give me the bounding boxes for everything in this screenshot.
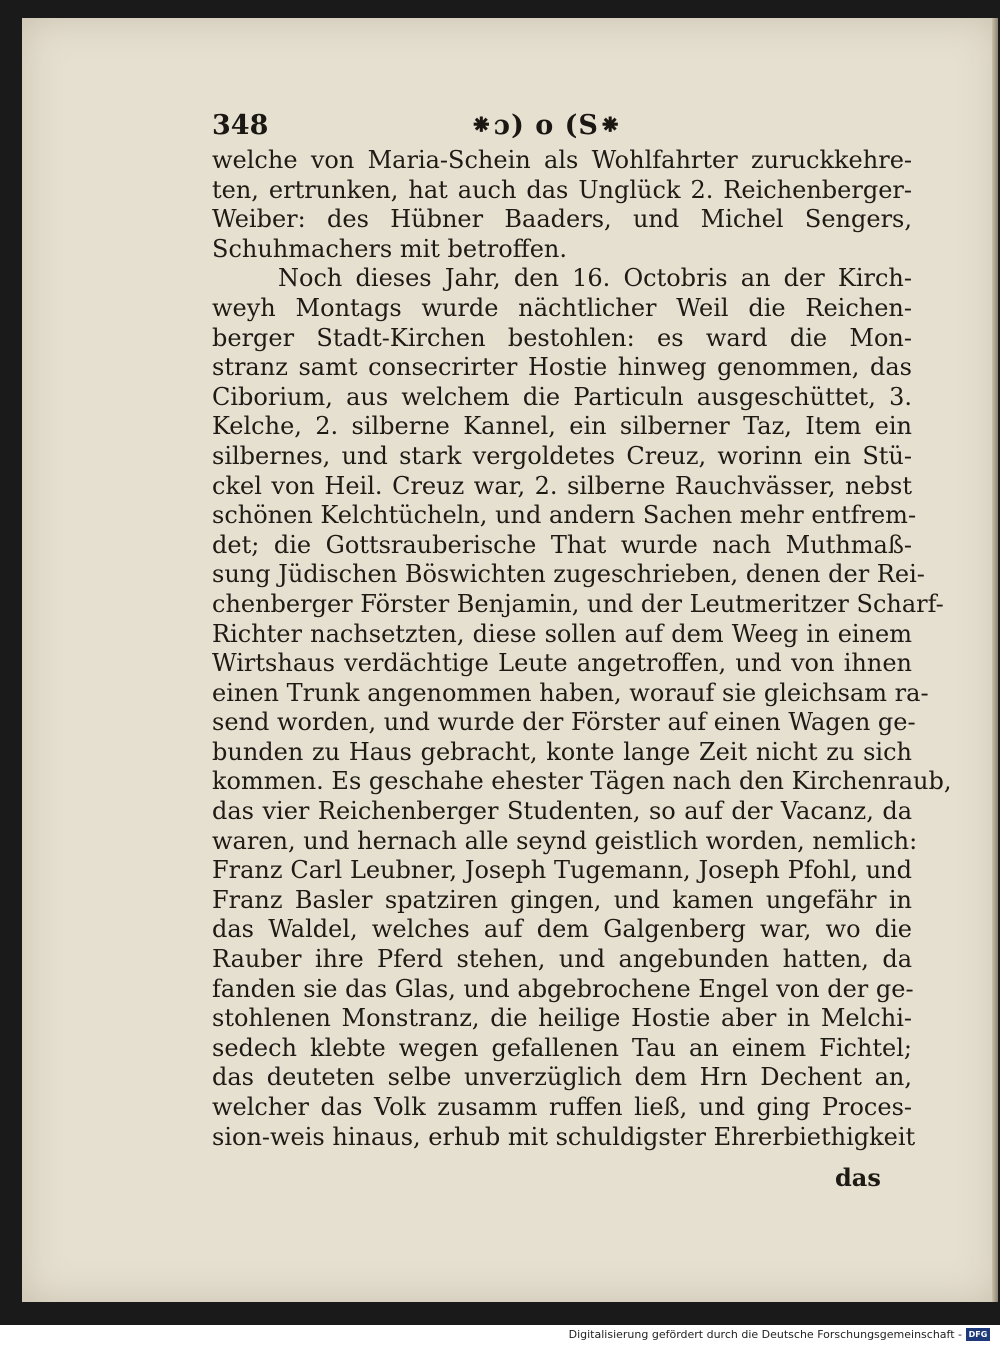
text-line: Richter nachsetzten, diese sollen auf dem Weeg in einem: [212, 619, 912, 648]
footer-bar: [0, 1325, 1000, 1345]
text-line: das deuteten selbe unverzüglich dem Hrn Dechent an,: [212, 1063, 912, 1092]
text-line: silbernes, und stark vergoldetes Creuz, worinn ein Stü-: [212, 441, 912, 470]
text-line: schönen Kelchtücheln, und andern Sachen mehr entfrem-: [212, 501, 917, 530]
text-line: Franz Carl Leubner, Joseph Tugemann, Joseph Pfohl, und: [212, 856, 912, 885]
text-line: berger Stadt-Kirchen bestohlen: es ward die Mon-: [212, 323, 912, 352]
page-edge: [992, 18, 998, 1302]
text-line: das vier Reichenberger Studenten, so auf der Vacanz, da: [212, 797, 912, 826]
text-line: stranz samt consecrirter Hostie hinweg genommen, das: [212, 353, 912, 382]
funding-credit: Digitalisierung gefördert durch die Deutsche Forschungsgemeinschaft -: [568, 1328, 962, 1341]
text-line: sion-weis hinaus, erhub mit schuldigster Ehrerbiethigkeit: [212, 1122, 916, 1151]
page-header: [212, 110, 912, 146]
text-line: das Waldel, welches auf dem Galgenberg war, wo die: [212, 915, 912, 944]
text-line: fanden sie das Glas, und abgebrochene Engel von der ge-: [212, 974, 914, 1003]
catchword: das: [835, 1163, 881, 1192]
text-line: Noch dieses Jahr, den 16. Octobris an der Kirch-: [278, 264, 912, 293]
text-line: waren, und hernach alle seynd geistlich worden, nemlich:: [212, 826, 918, 855]
text-line: Weiber: des Hübner Baaders, und Michel Sengers,: [212, 205, 912, 234]
text-line: Ciborium, aus welchem die Particuln ausgeschüttet, 3.: [212, 382, 912, 411]
page-number: 348: [212, 110, 269, 141]
text-line: sedech klebte wegen gefallenen Tau an einem Fichtel;: [212, 1033, 912, 1062]
text-line: welcher das Volk zusamm ruffen ließ, und ging Proces-: [212, 1093, 912, 1121]
text-line: Schuhmachers mit betroffen.: [212, 234, 568, 263]
text-line: welche von Maria-Schein als Wohlfahrter zuruckkehre-: [212, 146, 912, 174]
text-line: sung Jüdischen Böswichten zugeschrieben, denen der Rei-: [212, 560, 925, 589]
dfg-logo: DFG: [966, 1328, 990, 1341]
text-line: einen Trunk angenommen haben, worauf sie gleichsam ra-: [212, 678, 929, 707]
text-line: ten, ertrunken, hat auch das Unglück 2. Reichenberger-: [212, 175, 912, 204]
text-line: det; die Gottsrauberische That wurde nach Muthmaß-: [212, 530, 912, 559]
header-ornament: ⁕ɔ) o (S⁕: [470, 110, 623, 141]
text-line: Wirtshaus verdächtige Leute angetroffen, und von ihnen: [212, 649, 912, 678]
text-line: weyh Montags wurde nächtlicher Weil die Reichen-: [212, 293, 912, 322]
body-text: [212, 146, 952, 1152]
text-line: Franz Basler spatziren gingen, und kamen ungefähr in: [212, 885, 912, 914]
text-line: kommen. Es geschahe ehester Tägen nach den Kirchenraub,: [212, 767, 952, 796]
text-line: stohlenen Monstranz, die heilige Hostie aber in Melchi-: [212, 1004, 912, 1033]
text-line: Rauber ihre Pferd stehen, und angebunden hatten, da: [212, 945, 912, 974]
text-line: ckel von Heil. Creuz war, 2. silberne Rauchvässer, nebst: [212, 471, 912, 500]
text-line: chenberger Förster Benjamin, und der Leutmeritzer Scharf-: [212, 589, 944, 618]
text-line: bunden zu Haus gebracht, konte lange Zeit nicht zu sich: [212, 737, 912, 766]
text-line: send worden, und wurde der Förster auf einen Wagen ge-: [212, 708, 916, 737]
text-line: Kelche, 2. silberne Kannel, ein silberner Taz, Item ein: [212, 412, 912, 441]
